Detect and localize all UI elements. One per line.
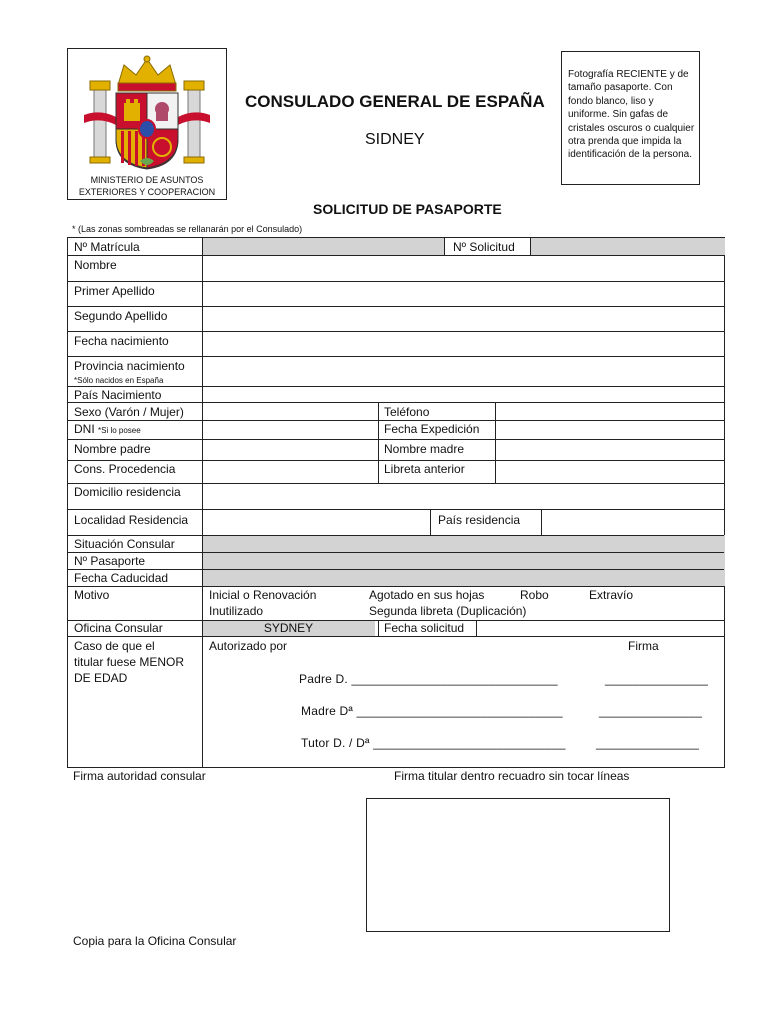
padre-signature-line[interactable]: Padre D. ______________________________ <box>299 672 558 686</box>
titular-signature-box[interactable] <box>366 798 670 932</box>
label-solicitud: Nº Solicitud <box>453 240 515 254</box>
coat-of-arms-emblem <box>80 51 214 173</box>
label-fecha-solicitud: Fecha solicitud <box>384 621 465 635</box>
label-firma: Firma <box>628 639 659 653</box>
label-situacion-consular: Situación Consular <box>74 537 175 551</box>
ministry-name-line1: MINISTERIO DE ASUNTOS <box>90 175 204 185</box>
oficina-consular-value: SYDNEY <box>263 621 314 635</box>
label-motivo: Motivo <box>74 588 110 602</box>
label-oficina-consular: Oficina Consular <box>74 621 163 635</box>
label-libreta-anterior: Libreta anterior <box>384 462 465 476</box>
madre-signature-line[interactable]: Madre Dª ______________________________ <box>301 704 563 718</box>
motivo-agotado[interactable]: Agotado en sus hojas <box>369 588 485 602</box>
label-fecha-expedicion: Fecha Expedición <box>384 422 480 436</box>
form-title: SOLICITUD DE PASAPORTE <box>313 201 502 217</box>
motivo-inutilizado[interactable]: Inutilizado <box>209 604 264 618</box>
consulate-city: SIDNEY <box>365 131 425 148</box>
motivo-robo[interactable]: Robo <box>520 588 549 602</box>
label-nombre: Nombre <box>74 258 117 272</box>
label-pais-residencia: País residencia <box>438 513 521 527</box>
padre-firma-line[interactable]: _______________ <box>605 672 709 686</box>
label-localidad: Localidad Residencia <box>74 513 189 527</box>
shaded-consular-fields <box>202 535 725 586</box>
label-domicilio: Domicilio residencia <box>74 485 181 499</box>
coat-of-arms-box <box>67 48 227 200</box>
label-nombre-padre: Nombre padre <box>74 442 151 456</box>
label-menor-line1: Caso de que el <box>74 639 155 653</box>
ministry-name-line2: EXTERIORES Y COOPERACION <box>78 187 216 197</box>
label-fecha-nacimiento: Fecha nacimiento <box>74 334 169 348</box>
label-n-pasaporte: Nº Pasaporte <box>74 554 146 568</box>
label-dni: DNI <box>74 422 95 436</box>
label-provincia-nacimiento: Provincia nacimiento <box>74 359 185 373</box>
shaded-zones-note: * (Las zonas sombreadas se rellanarán por el Consulado) <box>72 224 303 234</box>
label-telefono: Teléfono <box>384 405 430 419</box>
photo-instructions: Fotografía RECIENTE y de tamaño pasaporte. Con fondo blanco, liso y uniforme. Sin gafas de cristales oscuros o cualquier otra prenda que impida la identificación de la persona. <box>568 69 695 161</box>
tutor-firma-line[interactable]: _______________ <box>596 736 700 750</box>
note-dni: *Si lo posee <box>98 426 141 435</box>
consulate-title: CONSULADO GENERAL DE ESPAÑA <box>245 92 545 111</box>
label-firma-titular: Firma titular dentro recuadro sin tocar líneas <box>394 769 630 783</box>
motivo-extravio[interactable]: Extravío <box>589 588 634 602</box>
photo-box <box>561 51 700 185</box>
label-primer-apellido: Primer Apellido <box>74 284 155 298</box>
label-matricula: Nº Matrícula <box>74 240 140 254</box>
label-fecha-caducidad: Fecha Caducidad <box>74 571 169 585</box>
label-cons-procedencia: Cons. Procedencia <box>74 462 176 476</box>
label-autorizado-por: Autorizado por <box>209 639 288 653</box>
label-copia-oficina: Copia para la Oficina Consular <box>73 934 237 948</box>
label-menor-line3: DE EDAD <box>74 671 128 685</box>
tutor-signature-line[interactable]: Tutor D. / Dª ____________________________ <box>301 736 566 750</box>
label-firma-autoridad: Firma autoridad consular <box>73 769 206 783</box>
label-pais-nacimiento: País Nacimiento <box>74 388 162 402</box>
label-sexo: Sexo (Varón / Mujer) <box>74 405 184 419</box>
label-segundo-apellido: Segundo Apellido <box>74 309 168 323</box>
label-menor-line2: titular fuese MENOR <box>74 655 185 669</box>
note-provincia: *Sólo nacidos en España <box>74 376 164 385</box>
application-form-table <box>67 237 725 768</box>
motivo-segunda-libreta[interactable]: Segunda libreta (Duplicación) <box>369 604 527 618</box>
label-nombre-madre: Nombre madre <box>384 442 465 456</box>
madre-firma-line[interactable]: _______________ <box>599 704 703 718</box>
motivo-inicial[interactable]: Inicial o Renovación <box>209 588 317 602</box>
